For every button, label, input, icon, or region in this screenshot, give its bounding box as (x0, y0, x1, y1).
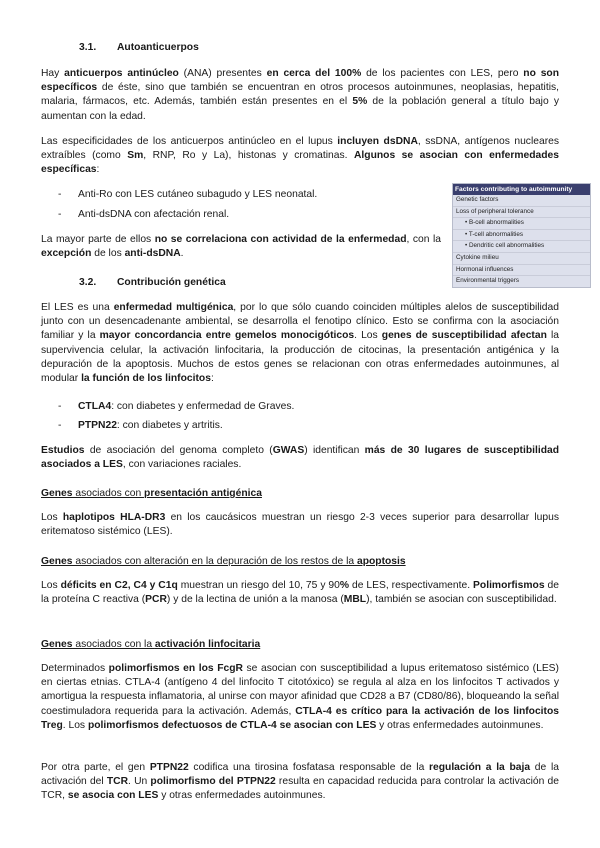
figure-row: • B-cell abnormalities (453, 218, 590, 230)
figure-row: • Dendritic cell abnormalities (453, 241, 590, 253)
figure-row: Loss of peripheral tolerance (453, 207, 590, 219)
subheading-antigen: Genes asociados con presentación antigénica (41, 488, 262, 499)
figure-title: Factors contributing to autoimmunity (453, 184, 590, 195)
paragraph-gwas: Estudios de asociación del genoma completo (GWAS) identifican más de 30 lugares de susceptibilidad asociados a LES, con variaciones raciales. (41, 445, 559, 471)
subheading-apoptosis: Genes asociados con alteración en la depuración de los restos de la apoptosis (41, 556, 406, 567)
paragraph-complement: Los déficits en C2, C4 y C1q muestran un riesgo del 10, 75 y 90% de LES, respectivamente. Polimorfismos de la proteína C reactiva (PCR) y de la lectina de unión a la manosa (MBL), también se asocian con susceptibilidad. (41, 580, 559, 606)
figure-row: Environmental triggers (453, 276, 590, 288)
paragraph-multigenic: El LES es una enfermedad multigénica, por lo que sólo cuando coinciden múltiples alelos de susceptibilidad junto con un desencadenante ambiental, se desarrolla el fenotipo clínico. Esto se confirma con la asociación familiar y la mayor concordancia entre gemelos monocigóticos. Los genes de susceptibilidad afectan la supervivencia celular, la activación linfocitaria, la producción de citocinas, la presentación antigénica y la depuración de la apoptosis. Muchos de estos genes se relacionan con otras enfermedades autoinmunes, al modular la función de los linfocitos: (41, 302, 559, 385)
autoimmunity-factors-figure (452, 183, 591, 288)
section-heading-3-1: 3.1. Autoanticuerpos (79, 42, 199, 53)
figure-row: Genetic factors (453, 195, 590, 207)
figure-row: Hormonal influences (453, 265, 590, 277)
paragraph-fcgr: Determinados polimorfismos en los FcgR se asocian con susceptibilidad a lupus eritematoso sistémico (LES) en ciertas etnias. CTLA-4 (antígeno 4 del linfocito T citotóxico) se regula al alza en los linfocitos T activados y amortigua la respuesta inflamatoria, al unirse con mayor afinidad que CD28 a B7 (CD80/86), bloqueando la señal coestimuladora requerida para la activación. Además, CTLA-4 es crítico para la activación de los linfocitos Treg. Los polimorfismos defectuosos de CTLA-4 se asocian con LES y otras enfermedades autoinmunes. (41, 663, 559, 731)
paragraph-specificities: Las especificidades de los anticuerpos antinúcleo en el lupus incluyen dsDNA, ssDNA, antígenos nucleares extraíbles (como Sm, RNP, Ro y La), histonas y cromatinas. Algunos se asocian con enfermedades específicas: (41, 136, 560, 176)
paragraph-correlation: La mayor parte de ellos no se correlaciona con actividad de la enfermedad, con la excepción de los anti-dsDNA. (41, 234, 441, 260)
document-page: 3.1. Autoanticuerpos Hay anticuerpos antinúcleo (ANA) presentes en cerca del 100% de los pacientes con LES, pero no son específicos de éste, sino que también se encuentran en otros procesos autoinmunes, neoplasias, hepatitis, malaria, fármacos, etc. Además, también están presentes en el 5% de la población general a título bajo y aumentan con la edad. Las especificidades de los anticuerpos antinúcleo en el lupus incluyen dsDNA, ssDNA, antígenos nucleares extraíbles (como Sm, RNP, Ro y La), histonas y cromatinas. Algunos se asocian con enfermedades específicas: - Anti-Ro con LES cutáneo subagudo y LES neonatal. - Anti-dsDNA con afectación renal. La mayor parte de ellos no se correlaciona con actividad de la enfermedad, con la excepción de los anti-dsDNA. Factors contributing to autoimmunity Genetic factors Loss of peripheral tolerance • B-cell abnormalities • T-cell abnormalities • Dendritic cell abnormalities Cytokine milieu Hormonal influences Environmental triggers 3.2. Contribución genética El LES es una enfermedad multigénica, por lo que sólo cuando coinciden múltiples alelos de susceptibilidad junto con un desencadenante ambiental, se desarrolla el fenotipo clínico. Esto se confirma con la asociación familiar y la mayor concordancia entre gemelos monocigóticos. Los genes de susceptibilidad afectan la supervivencia celular, la activación linfocitaria, la producción de citocinas, la presentación antigénica y la depuración de la apoptosis. Muchos de estos genes se relacionan con otras enfermedades autoinmunes, al modular la función de los linfocitos: - CTLA4: con diabetes y enfermedad de Graves. - PTPN22: con diabetes y artritis. Estudios de asociación del genoma completo (GWAS) identifican más de 30 lugares de susceptibilidad asociados a LES, con variaciones raciales. Genes asociados con presentación antigénica Los haplotipos HLA-DR3 en los caucásicos muestran un riesgo 2-3 veces superior para desarrollar lupus eritematoso sistémico (LES). Genes asociados con alteración en la depuración de los restos de la apoptosis Los déficits en C2, C4 y C1q muestran un riesgo del 10, 75 y 90% de LES, respectivamente. Polimorfismos de la proteína C reactiva (PCR) y de la lectina de unión a la manosa (MBL), también se asocian con susceptibilidad. Genes asociados con la activación linfocitaria Determinados polimorfismos en los FcgR se asocian con susceptibilidad a lupus eritematoso sistémico (LES) en ciertas etnias. CTLA-4 (antígeno 4 del linfocito T citotóxico) se regula al alza en los linfocitos T activados y amortigua la respuesta inflamatoria, al unirse con mayor afinidad que CD28 a B7 (CD80/86), bloqueando la señal coestimuladora requerida para la activación. Además, CTLA-4 es crítico para la activación de los linfocitos Treg. Los polimorfismos defectuosos de CTLA-4 se asocian con LES y otras enfermedades autoinmunes. Por otra parte, el gen PTPN22 codifica una tirosina fosfatasa responsable de la regulación a la baja de la activación del TCR. Un polimorfismo del PTPN22 resulta en capacidad reducida para controlar la activación de TCR, se asocia con LES y otras enfermedades autoinmunes. (0, 0, 600, 848)
subheading-lymphocyte: Genes asociados con la activación linfocitaria (41, 639, 261, 650)
section-heading-3-2: 3.2. Contribución genética (79, 277, 226, 288)
figure-row: Cytokine milieu (453, 253, 590, 265)
paragraph-ana: Hay anticuerpos antinúcleo (ANA) presentes en cerca del 100% de los pacientes con LES, pero no son específicos de éste, sino que también se encuentran en otros procesos autoinmunes, neoplasias, hepatitis, malaria, fármacos, etc. Además, también están presentes en el 5% de la población general a título bajo y aumentan con la edad. (41, 68, 559, 122)
paragraph-hla: Los haplotipos HLA-DR3 en los caucásicos muestran un riesgo 2-3 veces superior para desarrollar lupus eritematoso sistémico (LES). (41, 512, 559, 538)
paragraph-ptpn22: Por otra parte, el gen PTPN22 codifica una tirosina fosfatasa responsable de la regulación a la baja de la activación del TCR. Un polimorfismo del PTPN22 resulta en capacidad reducida para controlar la activación de TCR, se asocia con LES y otras enfermedades autoinmunes. (41, 762, 559, 802)
figure-row: • T-cell abnormalities (453, 230, 590, 242)
